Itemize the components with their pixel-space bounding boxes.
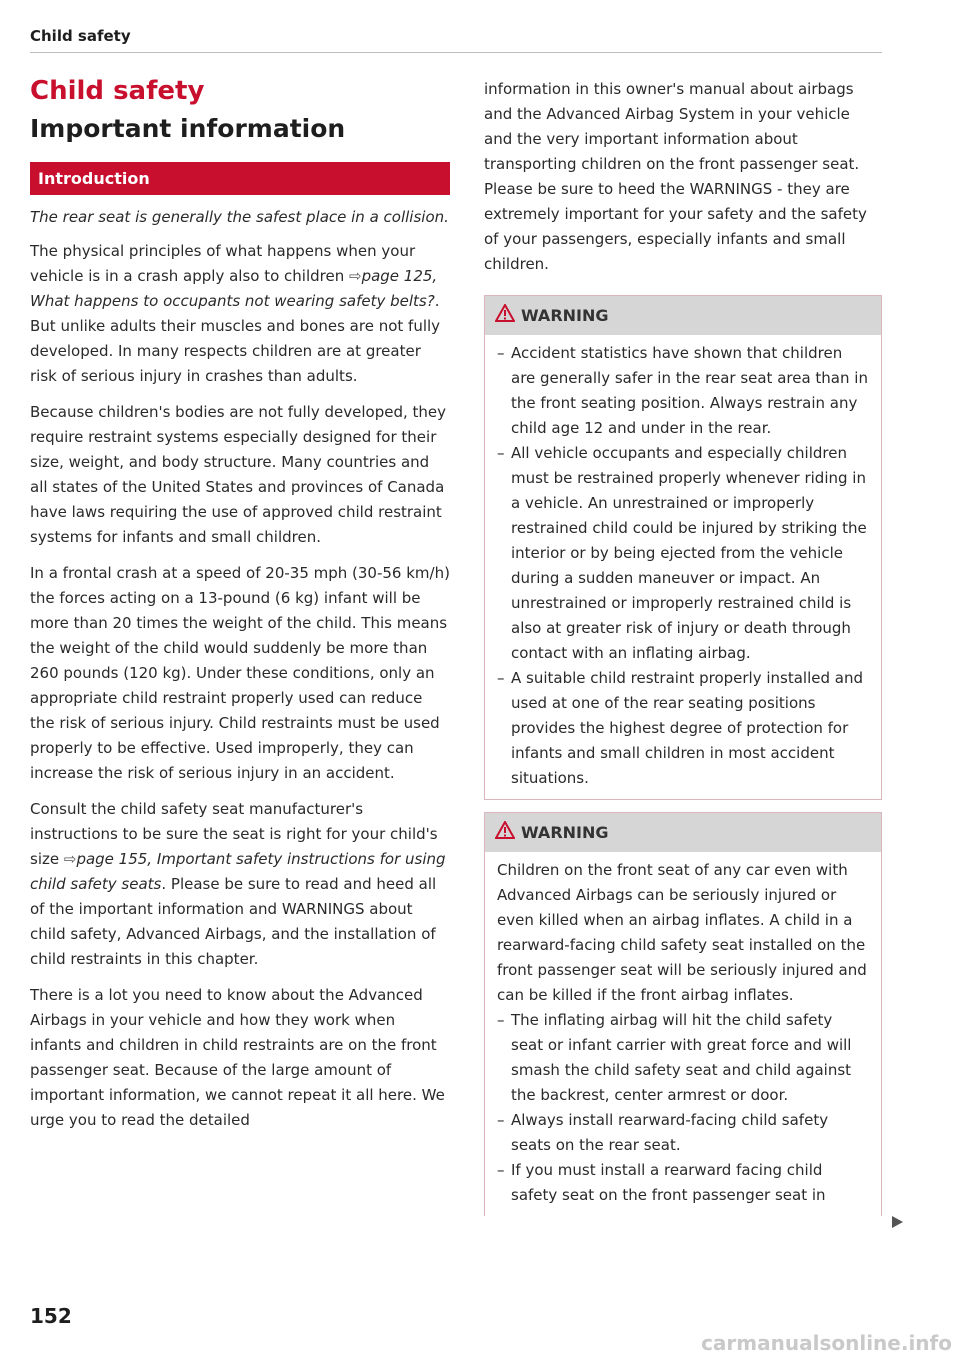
chapter-title: Child safety [30,76,205,106]
paragraph-restraint-systems: Because children's bodies are not fully developed, they require restraint systems especially designed for their size, weight, and body structure. Many countries and all states of the United States and provinces of Canada have laws requiring the use of approved child restraint systems for infants and small children. [30,403,446,546]
paragraph-advanced-airbags: There is a lot you need to know about the Advanced Airbags in your vehicle and how they work when infants and children in child restraints are on the front passenger seat. Because of the large amount of important information, we cannot repeat it all here. We urge you to read the detailed [30,986,445,1129]
section-title: Important information [30,114,346,143]
list-item: – A suitable child restraint properly installed and used at one of the rear seating positions provides the highest degree of protection for infants and small children in most accident situations. [497,666,869,791]
page-number: 152 [30,1304,72,1328]
warning-intro: Children on the front seat of any car even with Advanced Airbags can be seriously injured or even killed when an airbag inflates. A child in a rearward-facing child safety seat installed on the front passenger seat will be seriously injured and can be killed if the front airbag inflates. [497,861,867,1004]
continue-arrow-icon [892,1216,903,1228]
list-item: – If you must install a rearward facing child safety seat on the front passenger seat in [497,1158,869,1208]
warning-label: WARNING [521,306,609,325]
paragraph-text: . Please be sure to read and heed all of the important information and WARNINGS about child safety, Advanced Airbags, and the installation of child restraints in this chapter. [30,875,437,968]
watermark: carmanualsonline.info [701,1331,952,1355]
warning-body [485,335,881,799]
cross-reference-arrow-icon: ⇨ [348,267,362,285]
list-item: – All vehicle occupants and especially children must be restrained properly whenever riding in a vehicle. An unrestrained or improperly restrained child could be injured by striking the interior or by being ejected from the vehicle during a sudden maneuver or impact. An unrestrained or improperly restrained child is also at greater risk of injury or death through contact with an inflating airbag. [497,441,869,666]
running-header: Child safety [30,27,131,45]
warning-body [485,852,881,1216]
warning-header [485,296,881,335]
paragraph-text: Consult the child safety seat manufacturer's instructions to be sure the seat is right for your child's size [30,800,438,868]
right-column [484,77,882,1228]
warning-list [497,1008,869,1208]
list-item: – The inflating airbag will hit the child safety seat or infant carrier with great force and will smash the child safety seat and child against the backrest, center armrest or door. [497,1008,869,1108]
warning-triangle-icon [495,814,515,853]
paragraph-frontal-crash: In a frontal crash at a speed of 20-35 mph (30-56 km/h) the forces acting on a 13-pound (6 kg) infant will be more than 20 times the weight of the child. This means the weight of the child would suddenly be more than 260 pounds (120 kg). Under these conditions, only an appropriate child restraint properly used can reduce the risk of serious injury. Child restraints must be used properly to be effective. Used improperly, they can increase the risk of serious injury in an accident. [30,564,450,782]
paragraph-text: . But unlike adults their muscles and bones are not fully developed. In many respects children are at greater risk of serious injury in crashes than adults. [30,292,441,385]
paragraph-physics [30,239,450,389]
warning-header [485,813,881,852]
header-divider [30,52,882,53]
cross-reference-arrow-icon: ⇨ [63,850,77,868]
paragraph-continued: information in this owner's manual about airbags and the Advanced Airbag System in your vehicle and the very important information about transporting children on the front passenger seat. Please be sure to heed the WARNINGS - they are extremely important for your safety and the safety of your passengers, especially infants and small children. [484,80,867,273]
list-item: – Accident statistics have shown that children are generally safer in the rear seat area than in the front seating position. Always restrain any child age 12 and under in the rear. [497,341,869,441]
lead-paragraph: The rear seat is generally the safest place in a collision. [30,208,449,226]
warning-label: WARNING [521,823,609,842]
paragraph-consult [30,797,450,972]
warning-triangle-icon [495,297,515,336]
cross-reference-link[interactable]: page 125, What happens to occupants not wearing safety belts? [30,267,438,310]
list-item: – Always install rearward-facing child safety seats on the rear seat. [497,1108,869,1158]
subsection-bar: Introduction [30,162,450,195]
cross-reference-link[interactable]: page 155, Important safety instructions for using child safety seats [30,850,446,893]
warning-list [497,341,869,791]
left-column [30,74,450,1144]
paragraph-text: The physical principles of what happens when your vehicle is in a crash apply also to children [30,242,416,285]
warning-box [484,295,882,800]
warning-box [484,812,882,1216]
